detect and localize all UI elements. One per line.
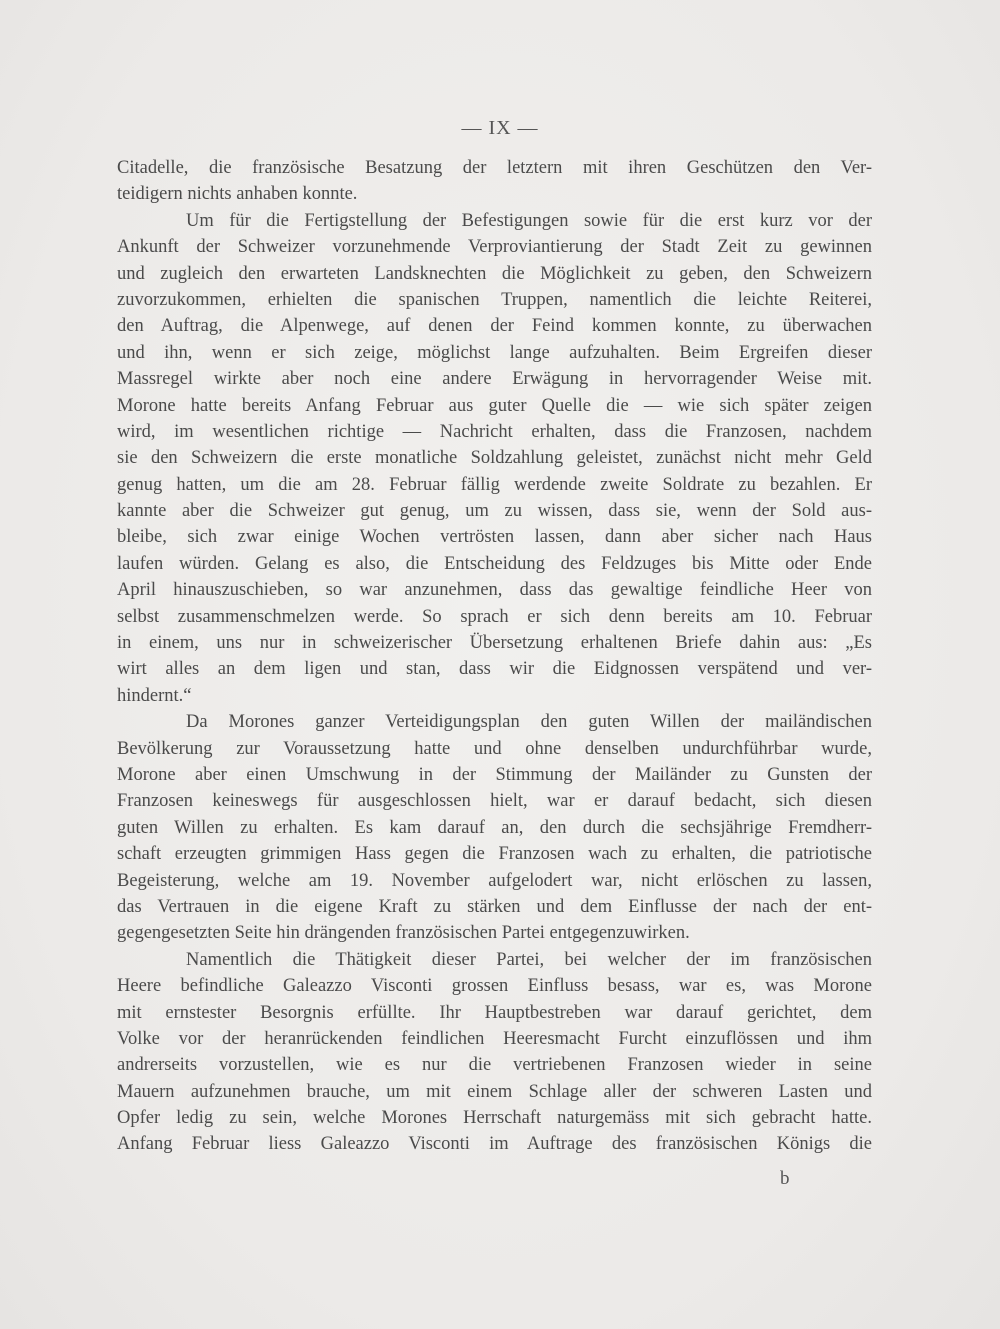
- text-line: Da Morones ganzer Verteidigungsplan den guten Willen der mailändischen: [186, 712, 872, 733]
- text-line: laufen würden. Gelang es also, die Entscheidung des Feldzuges bis Mitte oder Ende: [117, 553, 872, 574]
- text-line: April hinauszuschieben, so war anzunehmen, dass das gewaltige feindliche Heer von: [117, 580, 872, 601]
- text-line: wirt alles an dem ligen und stan, dass wir die Eidgnossen verspätend und ver-: [117, 659, 872, 680]
- text-line: teidigern nichts anhaben konnte.: [117, 184, 358, 205]
- text-line: Anfang Februar liess Galeazzo Visconti im Auftrage des französischen Königs die: [117, 1134, 872, 1155]
- text-line: Bevölkerung zur Voraussetzung hatte und ohne denselben undurchführbar wurde,: [117, 738, 872, 759]
- text-line: gegengesetzten Seite hin drängenden französischen Partei entgegenzuwirken.: [117, 923, 690, 944]
- text-line: Um für die Fertigstellung der Befestigungen sowie für die erst kurz vor der: [186, 210, 872, 231]
- text-line: wird, im wesentlichen richtige — Nachricht erhalten, dass die Franzosen, nachdem: [117, 421, 872, 442]
- text-line: und ihn, wenn er sich zeige, möglichst lange aufzuhalten. Beim Ergreifen dieser: [117, 342, 872, 363]
- text-line: Heere befindliche Galeazzo Visconti grossen Einfluss besass, war es, was Morone: [117, 976, 872, 997]
- text-line: schaft erzeugten grimmigen Hass gegen die Franzosen wach zu erhalten, die patriotische: [117, 844, 872, 865]
- text-line: mit ernstester Besorgnis erfüllte. Ihr Hauptbestreben war darauf gerichtet, dem: [117, 1002, 872, 1023]
- text-line: genug hatten, um die am 28. Februar fällig werdende zweite Soldrate zu bezahlen. Er: [117, 474, 872, 495]
- text-line: Massregel wirkte aber noch eine andere Erwägung in hervorragender Weise mit.: [117, 369, 872, 390]
- text-line: selbst zusammenschmelzen werde. So sprach er sich denn bereits am 10. Februar: [117, 606, 872, 627]
- text-line: Opfer ledig zu sein, welche Morones Herrschaft naturgemäss mit sich gebracht hatte.: [117, 1108, 872, 1129]
- text-line: Franzosen keineswegs für ausgeschlossen hielt, war er darauf bedacht, sich diesen: [117, 791, 872, 812]
- text-line: und zugleich den erwarteten Landsknechten die Möglichkeit zu geben, den Schweizern: [117, 263, 872, 284]
- text-line: sie den Schweizern die erste monatliche Soldzahlung geleistet, zunächst nicht mehr Geld: [117, 448, 872, 469]
- text-line: Citadelle, die französische Besatzung der letztern mit ihren Geschützen den Ver-: [117, 158, 872, 178]
- signature-mark: b: [780, 1168, 790, 1189]
- text-line: in einem, uns nur in schweizerischer Übersetzung erhaltenen Briefe dahin aus: „Es: [117, 633, 872, 654]
- text-line: guten Willen zu erhalten. Es kam darauf an, den durch die sechsjährige Fremdherr-: [117, 817, 872, 838]
- text-line: Namentlich die Thätigkeit dieser Partei, bei welcher der im französischen: [186, 949, 872, 970]
- text-line: Volke vor der heranrückenden feindlichen Heeresmacht Furcht einzuflössen und ihm: [117, 1028, 872, 1049]
- text-line: andrerseits vorzustellen, wie es nur die vertriebenen Franzosen wieder in seine: [117, 1055, 872, 1076]
- text-line: hindernt.“: [117, 685, 192, 706]
- text-line: Morone aber einen Umschwung in der Stimmung der Mailänder zu Gunsten der: [117, 764, 872, 785]
- text-line: Mauern aufzunehmen brauche, um mit einem Schlage aller der schweren Lasten und: [117, 1081, 872, 1102]
- text-line: zuvorzukommen, erhielten die spanischen Truppen, namentlich die leichte Reiterei,: [117, 289, 872, 310]
- text-line: Ankunft der Schweizer vorzunehmende Verproviantierung der Stadt Zeit zu gewinnen: [117, 237, 872, 258]
- text-line: kannte aber die Schweizer gut genug, um zu wissen, dass sie, wenn der Sold aus-: [117, 501, 872, 522]
- text-line: bleibe, sich zwar einige Wochen vertrösten lassen, dann aber sicher nach Haus: [117, 527, 872, 548]
- text-line: Morone hatte bereits Anfang Februar aus guter Quelle die — wie sich später zeigen: [117, 395, 872, 416]
- text-line: das Vertrauen in die eigene Kraft zu stärken und dem Einflusse der nach der ent-: [117, 896, 872, 917]
- text-line: Begeisterung, welche am 19. November aufgelodert war, nicht erlöschen zu lassen,: [117, 870, 872, 891]
- body-text: [117, 155, 872, 1158]
- text-line: den Auftrag, die Alpenwege, auf denen der Feind kommen konnte, zu überwachen: [117, 316, 872, 337]
- page-number: — IX —: [461, 117, 539, 139]
